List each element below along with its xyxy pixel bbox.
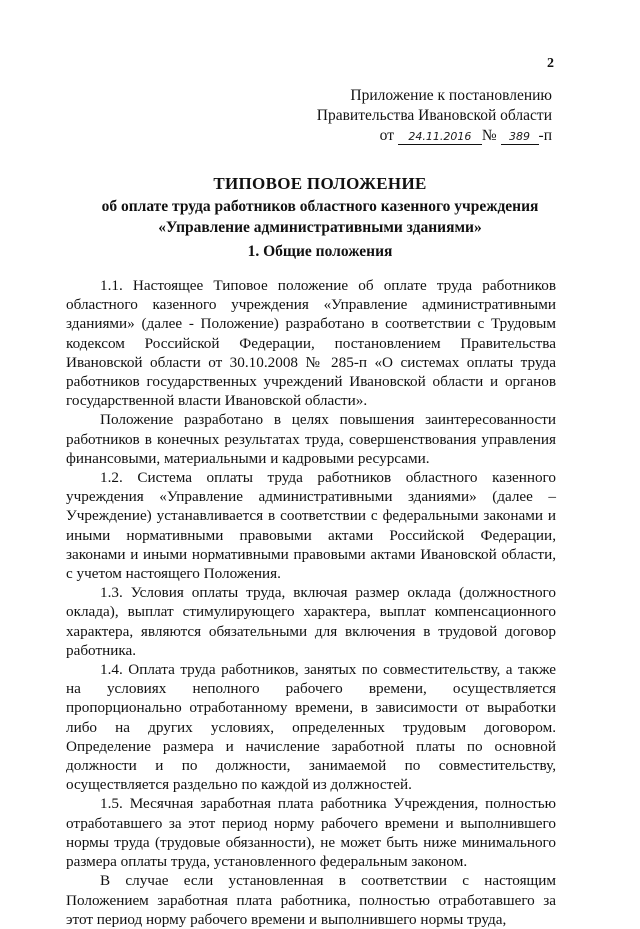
paragraph-1-5: 1.5. Месячная заработная плата работника Учреждения, полностью отработавшего за этот период норму рабочего времени и выполнившего нормы труда (трудовые обязанности), не может быть ниже минимального размера оплаты труда, установленного федеральным законом. [66,795,556,871]
annex-line-2: Правительства Ивановской области [316,107,552,124]
annex-number-label: № [481,127,497,144]
title-block [0,173,640,237]
annex-header [317,86,552,146]
handwritten-date: 24.11.2016 [398,130,482,145]
paragraph-continuation: В случае если установленная в соответствии с настоящим Положением заработная плата работника, полностью отработавшего за этот период норму рабочего времени и выполнившего нормы труда, [66,872,556,928]
paragraph-1-1: 1.1. Настоящее Типовое положение об оплате труда работников областного казенного учреждения «Управление административными зданиями» (далее - Положение) разработано в соответствии с Трудовым кодексом Российской Федерации, постановлением Правительства Ивановской области от 30.10.2008 № 285-п «О системах оплаты труда работников государственных учреждений Ивановской области и органов государственной власти Ивановской области». [66,277,556,410]
annex-date-line [317,126,552,146]
document-subtitle-line-1: об оплате труда работников областного казенного учреждения [101,198,539,215]
handwritten-number: 389 [501,130,539,145]
paragraph-goals: Положение разработано в целях повышения заинтересованности работников в конечных результатах труда, совершенствования управления финансовыми, материальными и кадровыми ресурсами. [66,411,556,467]
document-subtitle-line-2: «Управление административными зданиями» [158,219,482,236]
annex-date-prefix: от [379,127,394,144]
document-title: ТИПОВОЕ ПОЛОЖЕНИЕ [213,174,427,193]
annex-number-suffix: -п [538,127,552,144]
paragraph-1-4: 1.4. Оплата труда работников, занятых по совместительству, а также на условиях неполного рабочего времени, осуществляется пропорционально отработанному времени, в зависимости от выработки либо на других условиях, определенных трудовым договором. Определение размера и начисление заработной платы по основной должности и по должности, занимаемой по совместительству, осуществляется раздельно по каждой из должностей. [66,661,556,794]
paragraph-1-2: 1.2. Система оплаты труда работников областного казенного учреждения «Управление административными зданиями» (далее – Учреждение) устанавливается в соответствии с федеральными законами и иными нормативными правовыми актами Российской Федерации, законами и иными нормативными правовыми актами Ивановской области, с учетом настоящего Положения. [66,469,556,583]
paragraph-1-3: 1.3. Условия оплаты труда, включая размер оклада (должностного оклада), выплат стимулирующего характера, выплат компенсационного характера, являются обязательными для включения в трудовой договор работника. [66,584,556,659]
page-number: 2 [547,56,554,71]
section-heading: 1. Общие положения [247,243,393,260]
body-text [66,276,556,929]
annex-line-1: Приложение к постановлению [350,87,552,104]
